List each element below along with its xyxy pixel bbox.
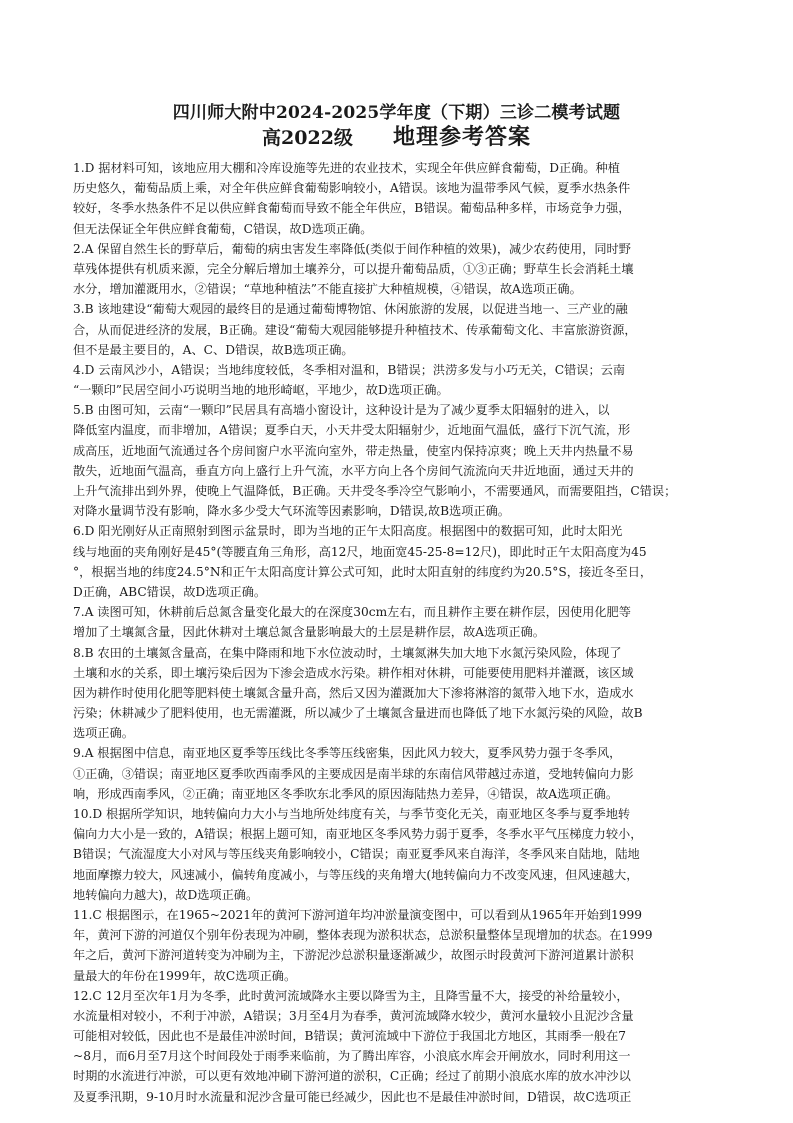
answer-text-line: 及夏季汛期，9-10月时水流量和泥沙含量可能已经减少，因此也不是最佳冲淤时间，D错误，故C选项正 xyxy=(73,1089,632,1104)
answer-text-line: 较好，冬季水热条件不足以供应鲜食葡萄而导致不能全年供应，B错误。葡萄品种多样，市场竞争力强， xyxy=(73,201,631,216)
answer-text-line: 地面摩擦力较大，风速减小，偏转角度减小，与等压线的夹角增大(地转偏向力不改变风速，但风速越大， xyxy=(73,867,639,882)
title-row xyxy=(0,120,793,151)
answer-text-line: ①正确，③错误；南亚地区夏季吹西南季风的主要成因是南半球的东南信风带越过赤道，受地转偏向力影 xyxy=(73,766,634,781)
answer-text-line: 年，黄河下游的河道仅个别年份表现为冲刷，整体表现为淤积状态，总淤积量整体呈现增加的状态。在1999 xyxy=(73,928,653,943)
answer-text-line: 但不是最主要目的，A、C、D错误，故B选项正确。 xyxy=(73,342,354,357)
answer-text-line: 因为耕作时使用化肥等肥料使土壤氮含量升高，然后又因为灌溉加大下渗将淋溶的氮带入地下水，造成水 xyxy=(73,685,634,700)
answer-text-line: 线与地面的夹角刚好是45°(等腰直角三角形，高12尺，地面宽45-25-8=12尺)，即此时正午太阳高度为45 xyxy=(73,544,647,559)
answer-text-line: 11.C 根据图示，在1965~2021年的黄河下游河道年均冲淤量演变图中，可以看到从1965年开始到1999 xyxy=(73,907,643,922)
answer-text-line: 时期的水流进行冲淤，可以更有效地冲刷下游河道的淤积，C正确；经过了前期小浪底水库的放水冲沙以 xyxy=(73,1069,631,1084)
answer-text-line: 草残体提供有机质来源，完全分解后增加土壤养分，可以提升葡萄品质，①③正确；野草生长会消耗土壤 xyxy=(73,261,634,276)
exam-title: 四川师大附中2024-2025学年度（下期）三诊二模考试题 xyxy=(172,103,621,123)
answer-text-line: 土壤和水的关系，即土壤污染后因为下渗会造成水污染。耕作相对休耕，可能要使用肥料并灌溉，该区域 xyxy=(73,665,634,680)
answer-text-line: 水流量相对较小，不利于冲淤，A错误；3月至4月为春季，黄河流域降水较少，黄河水量较小且泥沙含量 xyxy=(73,1008,634,1023)
answer-text-line: 对降水量调节没有影响，降水多少受大气环流等因素影响，D错误,故B选项正确。 xyxy=(73,504,510,519)
answer-text-line: ~8月，而6月至7月这个时间段处于雨季来临前，为了腾出库容，小浪底水库会开闸放水，同时利用这一 xyxy=(73,1049,631,1064)
answer-text-line: 响，形成西南季风，②正确；南亚地区冬季吹东北季风的原因海陆热力差异，④错误，故A选项正确。 xyxy=(73,786,619,801)
answer-text-line: 2.A 保留自然生长的野草后，葡萄的病虫害发生率降低(类似于间作种植的效果)，减少农药使用，同时野 xyxy=(73,241,631,256)
answer-text-line: B错误；气流湿度大小对风与等压线夹角影响较小，C错误；南亚夏季风来自海洋，冬季风来自陆地，陆地 xyxy=(73,847,640,862)
answer-text-line: 合，从而促进经济的发展，B正确。建设“葡萄大观园能够提升种植技术、传承葡萄文化、丰富旅游资源， xyxy=(73,322,637,337)
grade-label: 高2022级 xyxy=(262,127,353,149)
answer-text-line: 水分，增加灌溉用水，②错误；“草地种植法”不能直接扩大种植规模，④错误，故A选项正确。 xyxy=(73,282,582,297)
answer-text-line: 10.D 根据所学知识，地转偏向力大小与当地所处纬度有关，与季节变化无关，南亚地区冬季与夏季地转 xyxy=(73,807,631,821)
answer-text-line: 选项正确。 xyxy=(73,726,134,741)
answer-text-line: 上升气流排出到外界，使晚上气温降低，B正确。天井受冬季冷空气影响小，不需要通风，而需要阻挡，C错误； xyxy=(73,484,677,498)
answer-text-line: D正确，ABC错误，故D选项正确。 xyxy=(73,584,267,599)
answer-text-line: 7.A 读图可知，休耕前后总氮含量变化最大的在深度30cm左右，而且耕作主要在耕作层，因使用化肥等 xyxy=(73,605,631,620)
answer-text-line: °，根据当地的纬度24.5°N和正午太阳高度计算公式可知，此时太阳直射的纬度约为20.5°S，接近冬至日， xyxy=(73,564,653,579)
answer-text-line: 降低室内温度，而非增加，A错误；夏季白天，小天井受太阳辐射少，近地面气温低，盛行下沉气流，形 xyxy=(73,423,631,438)
answer-text-line: 可能相对较低，因此也不是最佳冲淤时间，B错误；黄河流域中下游位于我国北方地区，其雨季一般在7 xyxy=(73,1029,626,1044)
answer-text-line: 年之后，黄河下游河道转变为冲刷为主，下游泥沙总淤积量逐渐减少，故图示时段黄河下游河道累计淤积 xyxy=(73,948,634,963)
answer-text-line: 12.C 12月至次年1月为冬季，此时黄河流域降水主要以降雪为主，且降雪量不大，接受的补给量较小， xyxy=(73,988,629,1003)
answer-text-line: 偏向力大小是一致的，A错误；根据上题可知，南亚地区冬季风势力弱于夏季，冬季水平气压梯度力较小， xyxy=(73,827,643,842)
answer-text-line: 3.B 该地建设“葡萄大观园的最终目的是通过葡萄博物馆、休闲旅游的发展，以促进当地一、三产业的融 xyxy=(73,302,628,317)
answer-text-line: 6.D 阳光刚好从正南照射到图示盆景时，即为当地的正午太阳高度。根据图中的数据可知，此时太阳光 xyxy=(73,524,623,539)
answer-text-line: 5.B 由图可知，云南“一颗印”民居具有高墙小窗设计，这种设计是为了减少夏季太阳辐射的进入，以 xyxy=(73,403,610,418)
answer-text-line: 增加了土壤氮含量，因此休耕对土壤总氮含量影响最大的土层是耕作层，故A选项正确。 xyxy=(73,625,545,640)
answer-text-line: 1.D 据材料可知，该地应用大棚和冷库设施等先进的农业技术，实现全年供应鲜食葡萄，D正确。种植 xyxy=(73,161,620,175)
answer-text-line: “一颗印”民居空间小巧说明当地的地形崎岖，平地少，故D选项正确。 xyxy=(73,383,449,398)
answer-text-line: 污染；休耕减少了肥料使用，也无需灌溉，所以减少了土壤氮含量进而也降低了地下水氮污染的风险，故B xyxy=(73,706,643,721)
answer-text-line: 4.D 云南风沙小，A错误；当地纬度较低，冬季相对温和，B错误；洪涝多发与小巧无关，C错误；云南 xyxy=(73,362,626,377)
answer-text-line: 地转偏向力越大)，故D选项正确。 xyxy=(73,887,259,902)
answer-text-line: 但无法保证全年供应鲜食葡萄，C错误，故D选项正确。 xyxy=(73,221,373,236)
answer-text-line: 成高压，近地面气流通过各个房间窗户水平流向室外，带走热量，使室内保持凉爽；晚上天井内热量不易 xyxy=(73,443,634,458)
answer-text-line: 量最大的年份在1999年，故C选项正确。 xyxy=(73,968,297,983)
answer-text-line: 9.A 根据图中信息，南亚地区夏季等压线比冬季等压线密集，因此风力较大，夏季风势力强于冬季风， xyxy=(73,746,622,761)
answer-text-line: 8.B 农田的土壤氮含量高，在集中降雨和地下水位波动时，土壤氮淋失加大地下水氮污染风险，体现了 xyxy=(73,645,622,660)
answer-text-line: 历史悠久，葡萄品质上乘，对全年供应鲜食葡萄影响较小，A错误。该地为温带季风气候，夏季水热条件 xyxy=(73,181,631,196)
answer-key-title: 地理参考答案 xyxy=(392,124,531,150)
answer-text-line: 散失，近地面气温高，垂直方向上盛行上升气流，水平方向上各个房间气流流向天井近地面，通过天井的 xyxy=(73,463,634,478)
answer-body xyxy=(73,158,737,1107)
